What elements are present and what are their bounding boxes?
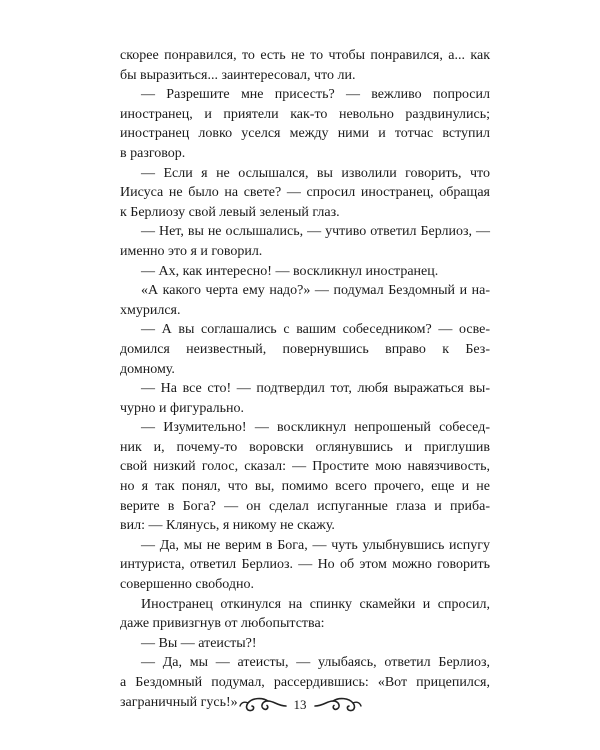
text-line: — Если я не ослышался, вы изволили говорить, что xyxy=(141,165,490,181)
page-number: 13 xyxy=(293,697,307,712)
text-line: ник и, почему-то воровски оглянувшись и приглушив xyxy=(120,439,490,455)
text-line: — А вы соглашались с вашим собеседником? — осве- xyxy=(141,322,490,338)
scroll-ornament-left-icon xyxy=(238,695,288,715)
text-line: иностранец ловко уселся между ними и тотчас вступил xyxy=(120,126,490,142)
text-line: — Нет, вы не ослышались, — учтиво ответил Берлиоз, — xyxy=(141,224,490,240)
text-line: свой низкий голос, сказал: — Простите мою навязчивость, xyxy=(120,459,490,475)
text-line: хмурился. xyxy=(120,302,181,318)
text-line: скорее понравился, то есть не то чтобы понравился, а... как xyxy=(120,48,490,63)
page-footer xyxy=(0,690,600,720)
text-line: Иисуса не было на свете? — спросил иностранец, обращая xyxy=(120,185,490,201)
text-line: в разговор. xyxy=(120,145,186,161)
text-line: интуриста, ответил Берлиоз. — Но об этом можно говорить xyxy=(120,557,490,573)
text-line: бы выразиться... заинтересовал, что ли. xyxy=(120,67,356,83)
text-line: вил: — Клянусь, я никому не скажу. xyxy=(120,518,335,534)
text-line: даже привизгнув от любопытства: xyxy=(120,616,325,632)
text-line: Иностранец откинулся на спинку скамейки и спросил, xyxy=(141,596,490,612)
text-line: верите в Бога? — он сделал испуганные глаза и приба- xyxy=(120,498,490,514)
book-page-text xyxy=(120,46,490,712)
text-line: чурно и фигурально. xyxy=(120,400,245,416)
text-line: к Берлиозу свой левый зеленый глаз. xyxy=(120,204,340,220)
text-line: домился неизвестный, повернувшись вправо к Без- xyxy=(120,341,490,357)
text-line: — Изумительно! — воскликнул непрошеный собесед- xyxy=(141,420,490,436)
text-line: — На все сто! — подтвердил тот, любя выражаться вы- xyxy=(141,381,490,397)
text-line: но я так понял, что вы, помимо всего прочего, еще и не xyxy=(120,479,490,495)
text-line: «А какого черта ему надо?» — подумал Бездомный и на- xyxy=(141,283,490,299)
text-line: именно это я и говорил. xyxy=(120,243,263,259)
text-line: — Разрешите мне присесть? — вежливо попросил xyxy=(141,87,490,103)
text-line: — Да, мы — атеисты, — улыбаясь, ответил Берлиоз, xyxy=(141,655,490,671)
text-line: совершенно свободно. xyxy=(120,577,254,593)
text-line: — Ах, как интересно! — воскликнул иностранец. xyxy=(141,263,439,279)
text-line: заграничный гусь!» xyxy=(120,694,238,710)
text-line: а Бездомный подумал, рассердившись: «Вот прицепился, xyxy=(120,675,490,690)
text-line: — Да, мы не верим в Бога, — чуть улыбнувшись испугу xyxy=(141,537,490,553)
scroll-ornament-right-icon xyxy=(313,695,363,715)
text-line: иностранец, и приятели как-то невольно раздвинулись; xyxy=(120,106,490,122)
text-line: — Вы — атеисты?! xyxy=(141,635,257,651)
text-line: домному. xyxy=(120,361,175,377)
